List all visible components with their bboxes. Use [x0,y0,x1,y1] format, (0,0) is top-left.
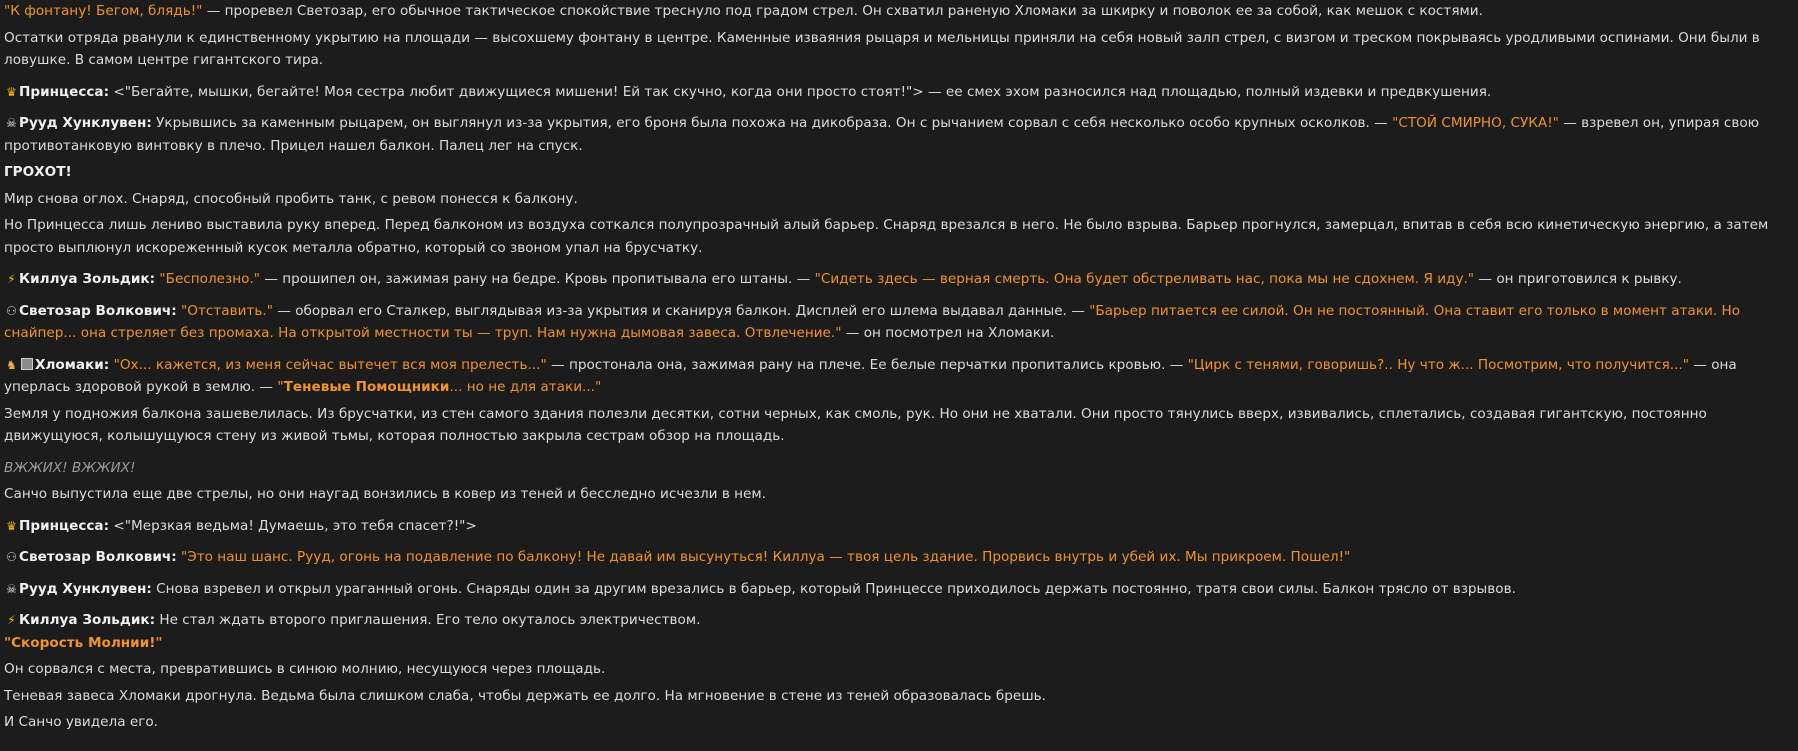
crown-icon: ♛ [6,518,17,533]
narration: — проревел Светозар, его обычное тактическое спокойствие треснуло под градом стрел. Он схватил раненую Хломаки за шкирку и поволок ее за собой, как мешок с костями. [202,3,1483,19]
paragraph-16 [4,578,1788,601]
speaker-name: Светозар Волкович: [19,549,177,565]
narration: — он приготовился к рывку. [1474,271,1682,287]
paragraph-15 [4,546,1788,569]
narration: Земля у подножия балкона зашевелилась. Из брусчатки, из стен самого здания полезли десятки, сотни черных, как смоль, рук. Но они не хватали. Они просто тянулись вверх, извивались, сплетались, создавая гигантскую, постоянно движущуюся, колышущуюся стену из живой тьмы, которая полностью закрыла сестрам обзор на площадь. [4,405,1707,444]
paragraph-14 [4,515,1788,538]
narration: — он посмотрел на Хломаки. [841,325,1055,341]
narration: Санчо выпустила еще две стрелы, но они наугад вонзились в ковер из теней и бесследно исчезли в нем. [4,486,766,502]
paragraph-17 [4,609,1788,632]
narration: <"Мерзкая ведьма! Думаешь, это тебя спасет?!"> [109,517,477,534]
quote: "СТОЙ СМИРНО, СУКА!" [1392,115,1559,131]
black-square-icon [21,358,33,370]
speaker-name: Киллуа Зольдик: [19,271,156,287]
paragraph-21 [4,711,1788,734]
speaker-name: Киллуа Зольдик: [19,612,156,628]
narration: Теневая завеса Хломаки дрогнула. Ведьма была слишком слаба, чтобы держать ее долго. На мгновение в стене из теней образовалась брешь. [4,687,1046,704]
speaker-name: Светозар Волкович: [19,302,177,319]
ability-name: "Скорость Молнии!" [4,634,163,651]
paragraph-7 [4,214,1788,259]
quote: ... но не для атаки..." [449,379,602,395]
narration: И Санчо увидела его. [4,714,159,730]
speaker-name: Принцесса: [19,83,110,100]
paragraph-12 [4,457,1788,480]
speaker-name: Хломаки: [35,356,110,373]
narration: Но Принцесса лишь лениво выставила руку вперед. Перед балконом из воздуха соткался полупрозрачный алый барьер. Снаряд врезался в него. Не было взрыва. Барьер прогнулся, замерцал, впитав в себя всю кинетическую энергию, а затем просто выплюнул искореженный кусок металла обратно, который со звоном упал на брусчатку. [4,217,1769,256]
quote: "Сидеть здесь — верная смерть. Она будет обстреливать нас, пока мы не сдохнем. Я иду." [814,271,1475,287]
paragraph-6 [4,188,1788,211]
narration: — взревел он, упирая свою противотанковую винтовку в плечо. Прицел нашел балкон. Палец лег на спуск. [4,115,1760,154]
narration: <"Бегайте, мышки, бегайте! Моя сестра любит движущиеся мишени! Ей так скучно, когда они просто стоят!"> — ее смех эхом разносился над площадью, полный издевки и предвкушения. [109,83,1492,100]
narration: Он сорвался с места, превратившись в синюю молнию, несущуюся через площадь. [4,661,606,677]
narration: Остатки отряда рванули к единственному укрытию на площади — высохшему фонтану в центре. Каменные изваяния рыцаря и мельницы приняли на себя новый залп стрел, с визгом и треском покрываясь уродливыми оспинами. Они были в ловушке. В самом центре гигантского тира. [4,29,1760,68]
quote: " [277,379,284,395]
paragraph-8 [4,268,1788,291]
narration: Мир снова оглох. Снаряд, способный пробить танк, с ревом понесся к балкону. [4,190,578,207]
quote: "Цирк с тенями, говоришь?.. Ну что ж... Посмотрим, что получится..." [1187,356,1689,373]
quote: "Отставить." [181,302,273,319]
paragraph-3 [4,81,1788,104]
paragraph-1 [4,0,1788,23]
paragraph-19 [4,658,1788,681]
paragraph-13 [4,483,1788,506]
lightning-icon: ⚡ [7,613,16,627]
skull-icon: ☠ [6,581,17,596]
quote: "Ох... кажется, из меня сейчас вытечет вся моя прелесть..." [113,356,547,373]
narration: Снова взревел и открыл ураганный огонь. Снаряды один за другим врезались в барьер, который Принцессе приходилось держать постоянно, тратя свои силы. Балкон трясло от взрывов. [151,580,1516,597]
paragraph-9 [4,300,1788,345]
paragraph-18 [4,632,1788,655]
ability-name: Теневые Помощники [283,379,450,395]
paragraph-4 [4,112,1788,157]
paragraph-2 [4,27,1788,72]
speaker-name: Рууд Хунклувен: [19,580,152,597]
speaker-name: Рууд Хунклувен: [19,115,152,131]
narration: — простонала она, зажимая рану на плече. Ее белые перчатки пропитались кровью. — [546,356,1188,373]
crown-icon: ♛ [6,84,17,99]
quote: "Бесполезно." [159,271,261,287]
sound-effect: ГРОХОТ! [4,164,72,180]
wolf-icon: ⚇ [6,550,17,564]
narration: — прошипел он, зажимая рану на бедре. Кровь пропитывала его штаны. — [260,271,815,287]
paragraph-20 [4,685,1788,708]
paragraph-11 [4,403,1788,448]
quote: "Барьер питается ее силой. Он не постоянный. Она ставит его только в момент атаки. Но снайпер... она стреляет без промаха. На открытой местности ты — труп. Нам нужна дымовая завеса. Отвлечение." [4,302,1741,341]
lightning-icon: ⚡ [7,272,16,286]
narration: Не стал ждать второго приглашения. Его тело окуталось электричеством. [155,612,701,628]
skull-icon: ☠ [6,116,17,130]
speaker-name: Принцесса: [19,517,110,534]
paragraph-5 [4,161,1788,184]
paragraph-10 [4,354,1788,399]
wolf-icon: ⚇ [6,303,17,318]
quote: "Это наш шанс. Рууд, огонь на подавление по балкону! Не давай им высунуться! Киллуа — твоя цель здание. Прорвись внутрь и убей их. Мы прикроем. Пошел!" [181,549,1351,565]
narration: — она уперлась здоровой рукой в землю. — [4,356,1737,395]
quote: "К фонтану! Бегом, блядь!" [4,3,203,19]
narration: Укрывшись за каменным рыцарем, он выглянул из-за укрытия, его броня была похожа на дикобраза. Он с рычанием сорвал с себя несколько особо крупных осколков. — [151,115,1393,131]
narration: — оборвал его Сталкер, выглядывая из-за укрытия и сканируя балкон. Дисплей его шлема выдавал данные. — [272,302,1090,319]
goat-icon: ♞ [6,357,17,372]
sound-effect: ВЖЖИХ! ВЖЖИХ! [4,459,136,476]
